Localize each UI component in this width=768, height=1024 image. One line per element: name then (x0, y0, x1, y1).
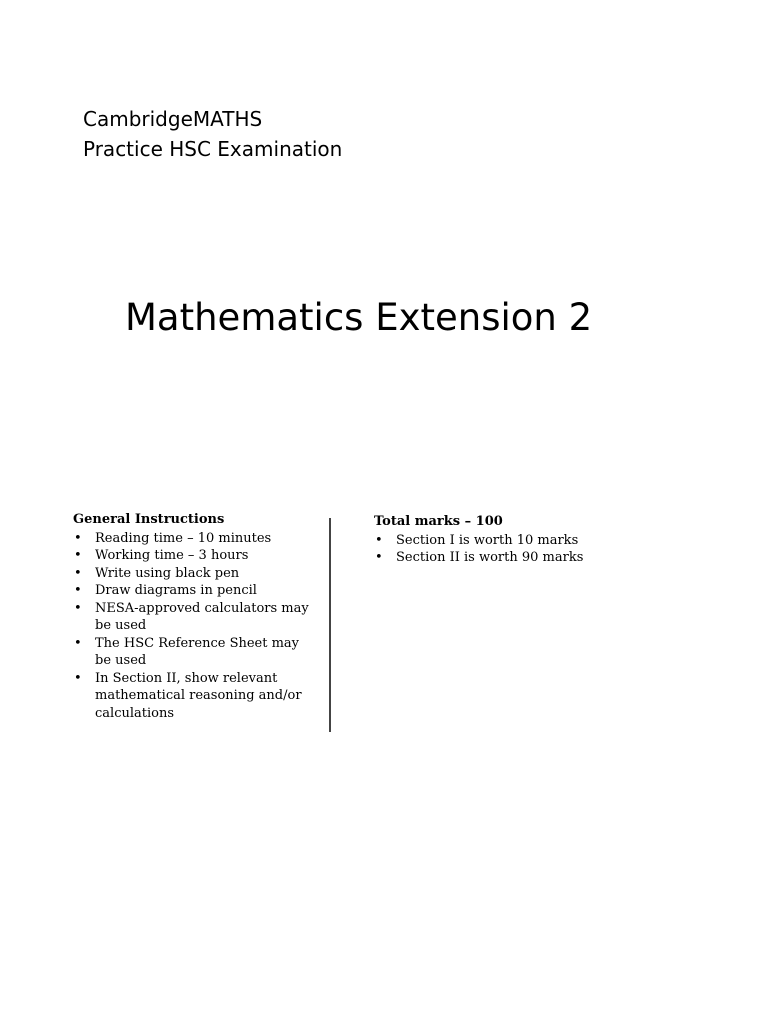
general-instructions-heading: General Instructions (73, 512, 225, 527)
general-instructions (73, 511, 318, 722)
publisher-name: CambridgeMATHS (83, 107, 263, 131)
list-item: • In Section II, show relevant mathematical reasoning and/or calculations (73, 670, 318, 723)
list-item: • Working time – 3 hours (73, 547, 318, 565)
column-divider (329, 518, 331, 732)
document-header (83, 104, 342, 164)
list-item: • Section II is worth 90 marks (374, 549, 674, 567)
list-item: • Section I is worth 10 marks (374, 532, 674, 550)
exam-title: Mathematics Extension 2 (125, 296, 593, 339)
list-item: • The HSC Reference Sheet may be used (73, 635, 318, 670)
exam-type: Practice HSC Examination (83, 137, 343, 161)
list-item: • Draw diagrams in pencil (73, 582, 318, 600)
general-instructions-list (73, 530, 318, 723)
total-marks-heading: Total marks – 100 (374, 514, 503, 529)
total-marks-list (374, 532, 674, 567)
list-item: • Write using black pen (73, 565, 318, 583)
total-marks-section (374, 513, 674, 567)
list-item: • Reading time – 10 minutes (73, 530, 318, 548)
list-item: • NESA-approved calculators may be used (73, 600, 318, 635)
